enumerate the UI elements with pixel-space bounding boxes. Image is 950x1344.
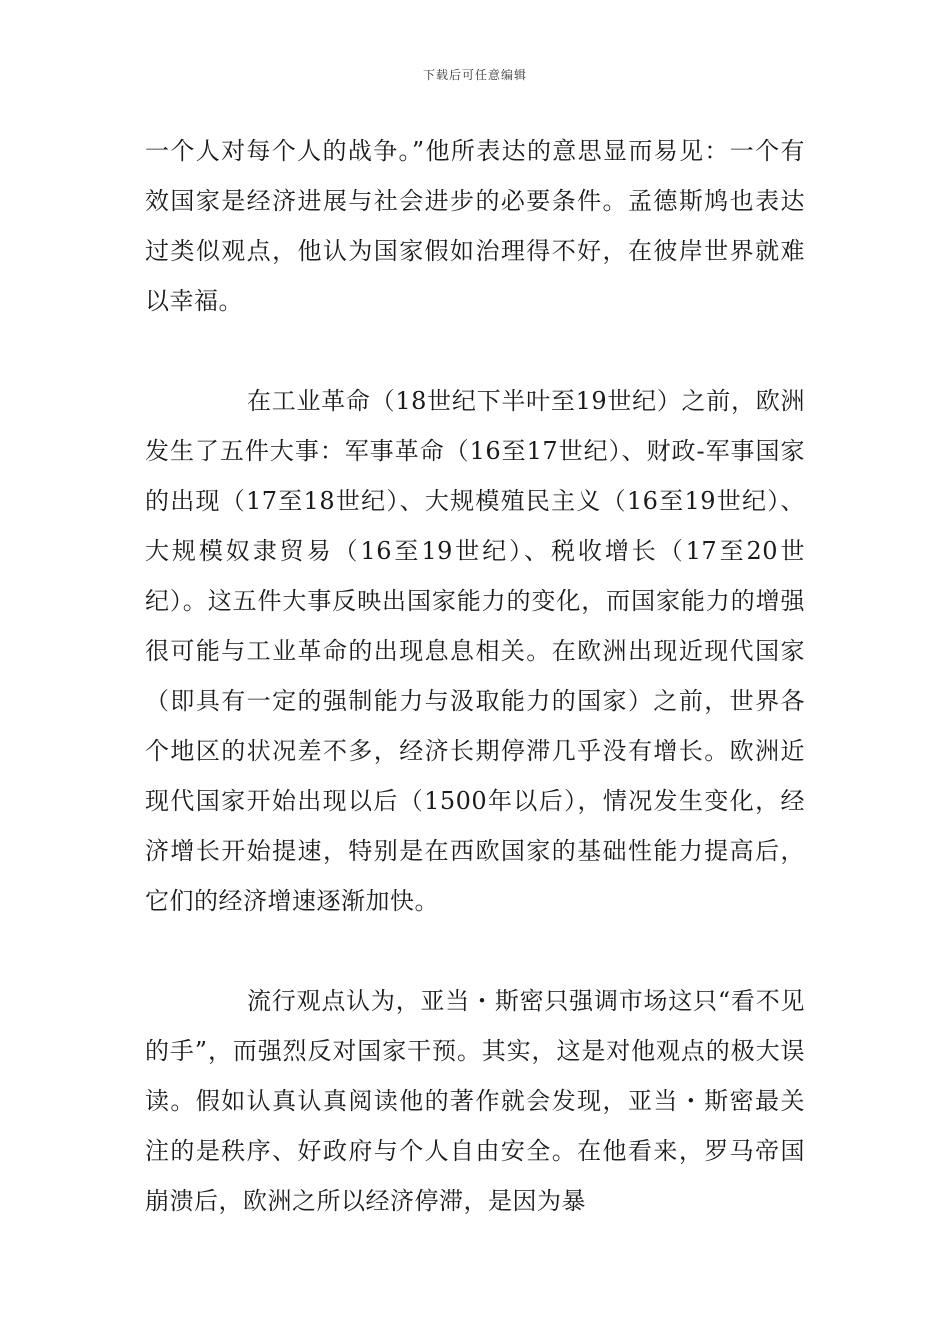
paragraph-1: 一个人对每个人的战争。”他所表达的意思显而易见：一个有效国家是经济进展与社会进步的必要条件。孟德斯鸠也表达过类似观点，他认为国家假如治理得不好，在彼岸世界就难以幸福。 [145,137,805,315]
paragraph-spacer [145,326,805,376]
paragraph-spacer [145,926,805,976]
document-body [145,126,805,1226]
paragraph-3: 流行观点认为，亚当・斯密只强调市场这只“看不见的手”，而强烈反对国家干预。其实，这是对他观点的极大误读。假如认真认真阅读他的著作就会发现，亚当・斯密最关注的是秩序、好政府与个人自由安全。在他看来，罗马帝国崩溃后，欧洲之所以经济停滞，是因为暴 [145,987,805,1215]
page-header: 下载后可任意编辑 [422,68,527,82]
paragraph-2: 在工业革命（18世纪下半叶至19世纪）之前，欧洲发生了五件大事：军事革命（16至17世纪）、财政-军事国家的出现（17至18世纪）、大规模殖民主义（16至19世纪）、大规模奴隶贸易（16至19世纪）、税收增长（17至20世纪）。这五件大事反映出国家能力的变化，而国家能力的增强很可能与工业革命的出现息息相关。在欧洲出现近现代国家（即具有一定的强制能力与汲取能力的国家）之前，世界各个地区的状况差不多，经济长期停滞几乎没有增长。欧洲近现代国家开始出现以后（1500年以后），情况发生变化，经济增长开始提速，特别是在西欧国家的基础性能力提高后，它们的经济增速逐渐加快。 [145,387,805,915]
